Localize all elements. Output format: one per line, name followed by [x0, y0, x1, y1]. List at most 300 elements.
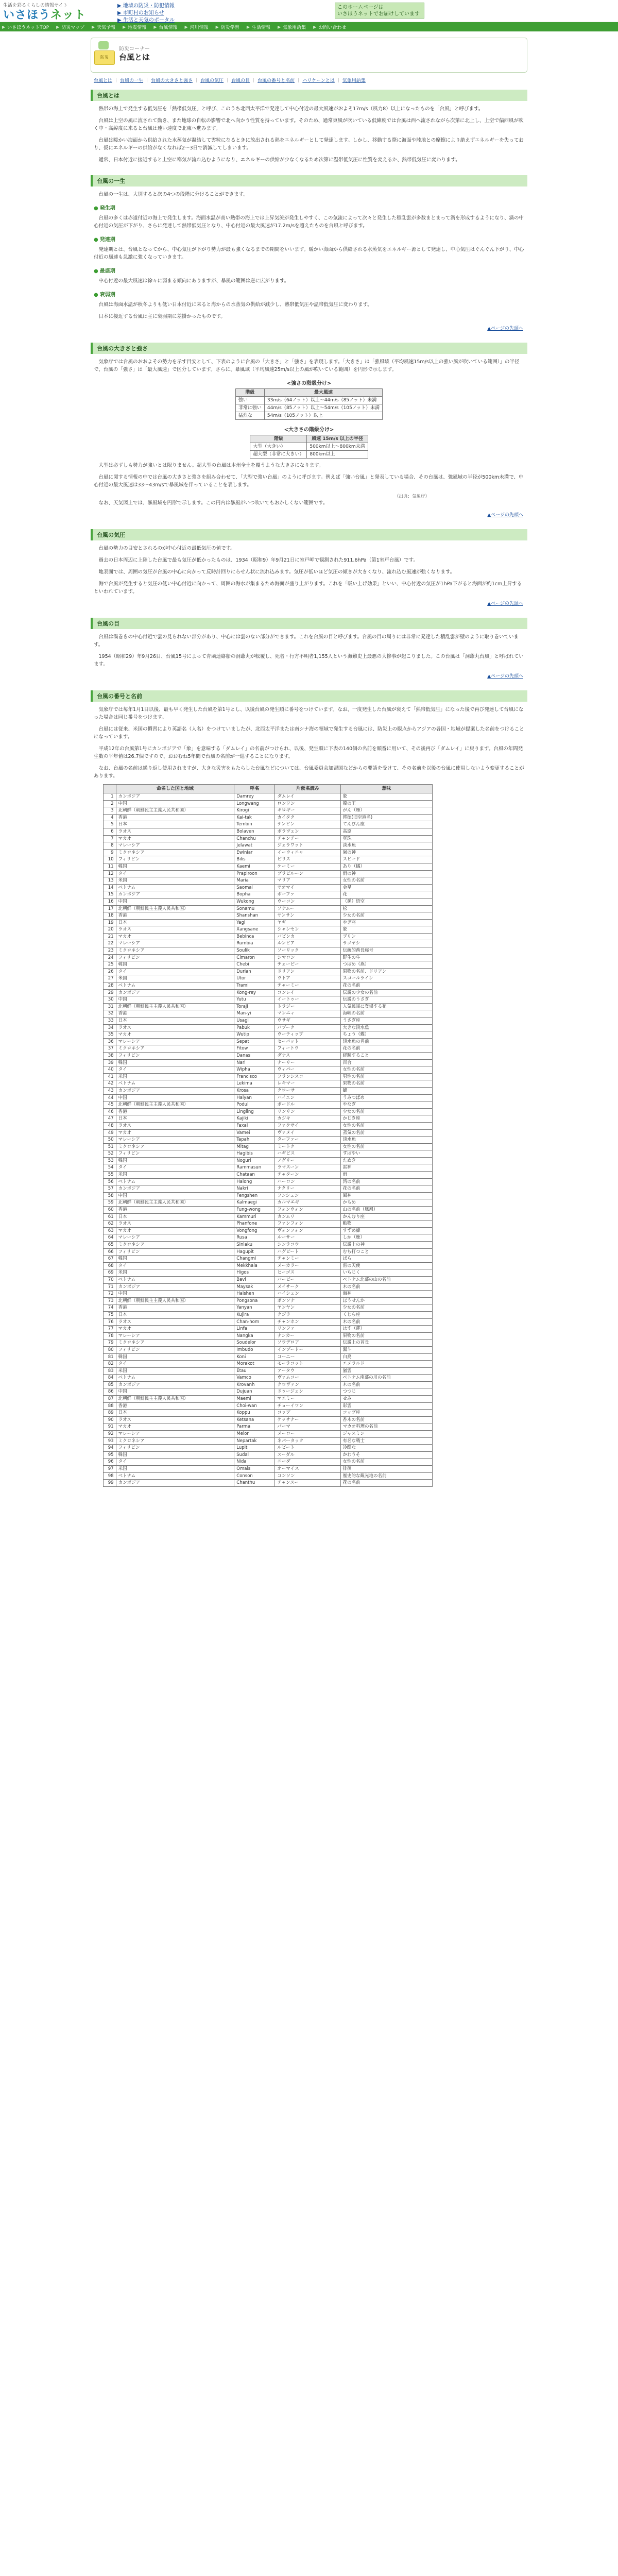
table-cell: 女性の名前 [340, 1122, 432, 1129]
table-row [104, 1227, 433, 1234]
table-cell: フィートウ [275, 1045, 340, 1053]
table-cell: 59 [104, 1199, 116, 1207]
table-cell: 花 [340, 891, 432, 899]
table-cell: コンレイ [275, 989, 340, 996]
table-cell: 淡水魚の名前 [340, 1038, 432, 1045]
table-cell: 16 [104, 898, 116, 905]
table-row [104, 1353, 433, 1361]
table-cell: 米国 [116, 1073, 234, 1080]
table-cell: 香港 [116, 1402, 234, 1410]
table-cell: Utor [234, 975, 275, 982]
table-row [104, 1143, 433, 1150]
nav-bullet-icon: ▶ [278, 24, 281, 29]
table-cell: Rammasun [234, 1164, 275, 1172]
back-to-top-link[interactable]: ▲ページの先頭へ [487, 601, 523, 606]
table-cell: 38 [104, 1052, 116, 1059]
table-cell: クジラ [275, 1311, 340, 1318]
table-cell: メーロー [275, 1431, 340, 1438]
table-cell: ミクロネシア [116, 1143, 234, 1150]
table-cell: 日本 [116, 1311, 234, 1318]
section-heading: 台風の一生 [91, 175, 527, 187]
typhoon-name-table: 命名した国と地域 呼名 片仮名読み 意味 1 カンボジア Damrey ダムレイ 象 2 中国 Longwang ロンワン 龍の王 3 北朝鮮（朝鮮民主主義人民共和国） Kirogi キロギー がん（雁） 4 香港 Kai-tak カイタク 啓徳(旧空港名) 5 日本 Tembin テンビン てんびん座 6 ラオス Bolaven ボラヴェン 高原 7 マカオ Chanchu チャンチー 真珠 8 マレーシア Jelawat ジェラワット 淡水魚 9 ミクロネシア Ewiniar イーウィニャ 嵐の神 10 フィリピン Bilis ビリス スピード 11 韓国 Kaemi ケーミー あり（蟻） 12 タイ Prapiroon プラピルーン 雨の神 13 米国 Maria マリア 女性の名前 14 ベトナム Saomai サオマイ 金星 15 カンボジア Bopha ボーファ 花 16 中国 Wukong ウーコン （孫）悟空 17 北朝鮮（朝鮮民主主義人民共和国） Sonamu ソナムー 松 18 香港 Shanshan サンサン 少女の名前 19 日本 Yagi ヤギ やぎ座 20 ラオス Xangsane シャンセン 象 21 マカオ Bebinca バビンカ プリン 22 マレーシア Rumbia ルンビア サゴヤシ 23 ミクロネシア Soulik ソーリック 伝統的酋長称号 24 フィリピン Cimaron シマロン 野生の牛 25 韓国 Chebi チェービー つばめ（燕） 26 タイ Durian ドリアン 果物の名前、ドリアン 27 米国 Utor ウトア スコールライン 28 ベトナム Trami チャーミー 花の名前 29 カンボジア Kong-rey コンレイ 伝説の少女の名前 30 中国 Yutu イートゥー 伝説のうさぎ 31 北朝鮮（朝鮮民主主義人民共和国） Toraji トラジー 人気民謡に登場する花 32 香港 Man-yi マンニィ 海峡の名前 33 日本 Usagi ウサギ うさぎ座 34 ラオス Pabuk パブーク 大きな淡水魚 35 マカオ Wutip ウーティップ ちょう（蝶） 36 マレーシア Sepat セーパット 淡水魚の名前 37 ミクロネシア Fitow フィートウ 花の名前 38 フィリピン Danas ダナス 経験すること 39 韓国 Nari ナーリー 百合 40 タイ Wipha ウィパー 女性の名前 41 米国 Francisco フランシスコ 男性の名前 42 ベトナム Lekima レキマー 果物の名前 43 カンボジア Krosa クローサ 鶴 44 中国 Haiyan ハイエン うみつばめ 45 北朝鮮（朝鮮民主主義人民共和国） Podul ポードル やなぎ 46 香港 Lingling リンリン 少女の名前 47 日本 Kajiki カジキ かじき座 48 ラオス Faxai ファクサイ 女性の名前 49 マカオ Vamei ヴァメイ 蒸気の名前 50 マレーシア Tapah ターファー 淡水魚 51 ミクロネシア Mitag ミートク 女性の名前 52 フィリピン Hagibis ハギビス すばやい 53 韓国 Noguri ノグリー たぬき 54 タイ Rammasun ラマスーン 雷神 55 米国 Chataan チャターン 雨 56 ベトナム Halong ハーロン 湾の名前 57 カンボジア Nakri ナクリー 花の名前 58 中国 Fengshen フンシェン 風神 59 北朝鮮（朝鮮民主主義人民共和国） Kalmaegi カルマエギ かもめ 60 香港 Fung-wong フォンウォン 山の名前（鳳凰） 61 日本 Kammuri カンムリ かんむり座 62 ラオス Phanfone ファンフォン 動物 63 マカオ Vongfong ヴォンフォン すずめ蜂 64 マレーシア Rusa ルーサー しか（鹿） 65 ミクロネシア Sinlaku シンラコウ 伝説上の神 66 フィリピン Hagupit ハグピート むち打つこと 67 韓国 Changmi チャンミー ばら 68 タイ Mekkhala メーカラー 雷の天使 69 米国 Higos ヒーゴス いちじく 70 ベトナム Bavi バービー ベトナム北部の山の名前 71 カンボジア Maysak メイサーク 木の名前 72 中国 Haishen ハイシェン 海神 73 北朝鮮（朝鮮民主主義人民共和国） Pongsona ポンソナ ほうせんか 74 香港 Yanyan ヤンヤン 少女の名前 75 日本 Kujira クジラ くじら座 76 ラオス Chan-hom チャンホン 木の名前 77 マカオ Linfa リンファ はす（蓮） 78 マレーシア Nangka ナンカー 果物の名前 79 ミクロネシア Soudelor ソウデロア 伝説上の首長 80 フィリピン Imbudo インブードー 漏斗 81 韓国 Koni コーニー 白鳥 82 タイ Morakot モーラコット エメラルド 83 米国 Etau アータウ 嵐雲 84 ベトナム Vamco ヴァムコー ベトナム南部の川の名前 85 カンボジア Krovanh クロヴァン 木の名前 86 中国 Dujuan ドゥージェン つつじ 87 北朝鮮（朝鮮民主主義人民共和国） Maemi マエミー せみ 88 香港 Choi-wan チョーイワン 彩雲 89 日本 Koppu コップ コップ座 90 ラオス Ketsana ケッサナー 香木の名前 91 マカオ Parma パーマ マカオ料理の名前 92 マレーシア Melor メーロー ジャスミン 93 ミクロネシア Nepartak ネパータック 有名な戦士 94 フィリピン Lupit ルピート 冷酷な 95 韓国 Sudal スーダル かわうそ 96 タイ Nida ニーダ 女性の名前 97 米国 Omais オーマイス 徘徊 98 ベトナム Conson コンソン 歴史的な観光地の名前 99 カンボジア Chanthu チャンスー 花の名前 [103, 784, 433, 1487]
table-cell: Chataan [234, 1172, 275, 1179]
table-cell: チャンスー [275, 1480, 340, 1487]
typhoon-icon [98, 41, 109, 49]
table-cell: 80 [104, 1346, 116, 1353]
table-cell: カンボジア [116, 891, 234, 899]
paragraph: 海で台風が発生すると気圧の低い中心付近に向かって、周囲の海水が集まるため海面が盛り上がります。これを「吸い上げ効果」といい、中心付近の気圧が1hPa下がると海面が約1cm上昇するといわれています。 [94, 581, 522, 595]
table-cell: 伝統的酋長称号 [340, 947, 432, 955]
table-cell: 39 [104, 1059, 116, 1066]
table-cell: 男性の名前 [340, 1073, 432, 1080]
table-cell: Chebi [234, 961, 275, 969]
table-cell: 徘徊 [340, 1466, 432, 1473]
table-row [104, 1276, 433, 1283]
table-cell: 49 [104, 1129, 116, 1137]
nav-item-top[interactable]: いさほうネットTOP [7, 25, 49, 30]
nav-item-quake[interactable]: 地震情報 [128, 25, 147, 30]
table-row [104, 891, 433, 899]
table-cell: ラオス [116, 1221, 234, 1228]
table-row [104, 877, 433, 885]
table-cell: 36 [104, 1038, 116, 1045]
table-cell: マレーシア [116, 1234, 234, 1242]
table-row [104, 961, 433, 969]
table-cell: モーラコット [275, 1361, 340, 1368]
table-cell: ターファー [275, 1137, 340, 1144]
table-cell: 67 [104, 1256, 116, 1263]
table-cell: カンボジア [116, 989, 234, 996]
bullet-icon: ● [94, 292, 98, 298]
table-cell: ラオス [116, 828, 234, 835]
paragraph: 通常、日本付近に接近すると上空に寒気が流れ込むようになり、エネルギーの供給が少なくなるため次第に温帯低気圧に性質を変えるか、熱帯低気圧に変わります。 [98, 157, 460, 163]
table-cell: Usagi [234, 1018, 275, 1025]
table-row [104, 940, 433, 947]
table-cell: 女性の名前 [340, 1066, 432, 1074]
paragraph: 台風には従来、米国の慣習により英語名（人名）をつけていましたが、北西太平洋または南シナ海の領域で発生する台風には、防災上の観点からアジアの各国・地域が提案した名前をつけることになっています。 [94, 726, 524, 740]
table-cell: 94 [104, 1445, 116, 1452]
table-row [104, 849, 433, 856]
paragraph: 1954（昭和29）年9月26日、台風15号によって青函連絡船の洞爺丸が転覆し、死者・行方不明者1,155人という海難史上最悪の大惨事が起こりました。この台風は「洞爺丸台風」と呼ばれています。 [94, 654, 524, 667]
table-cell: サオマイ [275, 884, 340, 891]
table-cell: 日本 [116, 1213, 234, 1221]
table-cell: Phanfone [234, 1221, 275, 1228]
table-cell: トラジー [275, 1003, 340, 1010]
table-cell: カンボジア [116, 793, 234, 801]
table-row [104, 1038, 433, 1045]
table-cell: パブーク [275, 1024, 340, 1031]
table-cell: 動物 [340, 1221, 432, 1228]
table-cell: Kirogi [234, 807, 275, 815]
table-cell: 97 [104, 1466, 116, 1473]
table-cell: Lingling [234, 1108, 275, 1115]
nav-item-map[interactable]: 防災マップ [61, 25, 84, 30]
table-cell: Vamco [234, 1375, 275, 1382]
table-cell: 雨 [340, 1172, 432, 1179]
table-cell: 20 [104, 926, 116, 934]
table-cell: 54 [104, 1164, 116, 1172]
table-cell: Chan-hom [234, 1318, 275, 1326]
table-cell: 海峡の名前 [340, 1010, 432, 1018]
table-cell: マカオ [116, 1326, 234, 1333]
table-row [104, 807, 433, 815]
table-cell: エメラルド [340, 1361, 432, 1368]
nav-item-river[interactable]: 河川情報 [190, 25, 209, 30]
table-cell: Sepat [234, 1038, 275, 1045]
table-cell: 北朝鮮（朝鮮民主主義人民共和国） [116, 1101, 234, 1109]
table-row [104, 1073, 433, 1080]
stage-heading: ● 衰弱期 [94, 292, 115, 298]
table-cell: レキマー [275, 1080, 340, 1088]
table-cell: タイ [116, 1164, 234, 1172]
table-cell: 北朝鮮（朝鮮民主主義人民共和国） [116, 807, 234, 815]
table-row [104, 933, 433, 940]
promo-banner[interactable]: このホームページは いさほうネットでお届けしています [335, 3, 424, 19]
table-cell: バビンカ [275, 933, 340, 940]
table-cell: 北朝鮮（朝鮮民主主義人民共和国） [116, 1199, 234, 1207]
table-cell: フィリピン [116, 954, 234, 961]
table-row [104, 1396, 433, 1403]
table-cell: チャターン [275, 1172, 340, 1179]
table-cell: マカオ [116, 933, 234, 940]
table-row [104, 1129, 433, 1137]
table-cell: くじら座 [340, 1311, 432, 1318]
table-cell: ジャスミン [340, 1431, 432, 1438]
nav-item-glossary[interactable]: 気象用語集 [283, 25, 306, 30]
table-row [104, 1045, 433, 1053]
table-cell: チャンホン [275, 1318, 340, 1326]
table-cell: 75 [104, 1311, 116, 1318]
section-heading: 台風の気圧 [91, 529, 527, 540]
table-cell: 71 [104, 1283, 116, 1291]
table-cell: Kaemi [234, 863, 275, 870]
table-cell: 花の名前 [340, 1480, 432, 1487]
table-caption: <大きさの階級分け> [284, 427, 334, 433]
table-cell: 83 [104, 1367, 116, 1375]
table-row [104, 821, 433, 828]
table-cell: 少女の名前 [340, 1304, 432, 1312]
table-cell: フィリピン [116, 1445, 234, 1452]
table-cell: 26 [104, 968, 116, 975]
table-row [104, 1207, 433, 1214]
table-cell: コーニー [275, 1353, 340, 1361]
table-cell: ヤンヤン [275, 1304, 340, 1312]
table-cell: イートゥー [275, 996, 340, 1004]
table-cell: Bilis [234, 856, 275, 863]
table-cell: 花の名前 [340, 1185, 432, 1193]
table-cell: Rusa [234, 1234, 275, 1242]
table-cell: マカオ [116, 1423, 234, 1431]
table-cell: コップ座 [340, 1410, 432, 1417]
table-cell: ケッサナー [275, 1416, 340, 1423]
table-cell: 51 [104, 1143, 116, 1150]
table-cell: Soudelor [234, 1340, 275, 1347]
table-row: 大型（大きい） 500km以上〜800km未満 [250, 443, 368, 451]
table-row [104, 1031, 433, 1039]
table-cell: Maria [234, 877, 275, 885]
table-cell: Jelawat [234, 842, 275, 850]
table-cell: 18 [104, 912, 116, 920]
table-cell: Longwang [234, 800, 275, 807]
table-cell: 湾の名前 [340, 1178, 432, 1185]
table-cell: ミクロネシア [116, 1437, 234, 1445]
table-row [104, 1059, 433, 1066]
table-row [104, 793, 433, 801]
table-row [104, 996, 433, 1004]
table-cell: すずめ蜂 [340, 1227, 432, 1234]
table-cell: 香木の名前 [340, 1416, 432, 1423]
table-cell: Lekima [234, 1080, 275, 1088]
nav-bullet-icon: ▶ [91, 24, 95, 29]
table-cell: Tembin [234, 821, 275, 828]
table-row [104, 870, 433, 877]
table-cell: 淡水魚 [340, 1137, 432, 1144]
table-cell: 3 [104, 807, 116, 815]
table-cell: Podul [234, 1101, 275, 1109]
table-cell: Sonamu [234, 905, 275, 912]
table-cell: 23 [104, 947, 116, 955]
table-cell: 韓国 [116, 1059, 234, 1066]
breadcrumb-item[interactable]: 台風の一生 [120, 78, 144, 83]
table-cell: マレーシア [116, 1137, 234, 1144]
site-logo[interactable]: いさほうネット [3, 9, 87, 22]
nav-item-forecast[interactable]: 天気予報 [97, 25, 116, 30]
table-cell: カンムリ [275, 1213, 340, 1221]
table-cell: 2 [104, 800, 116, 807]
table-cell: 87 [104, 1396, 116, 1403]
table-cell: Chanthu [234, 1480, 275, 1487]
table-cell: 7 [104, 835, 116, 842]
table-cell: Nangka [234, 1332, 275, 1340]
table-cell: バービー [275, 1276, 340, 1283]
table-row [104, 1256, 433, 1263]
table-cell: Yagi [234, 919, 275, 926]
table-cell: 北朝鮮（朝鮮民主主義人民共和国） [116, 905, 234, 912]
table-cell: Maysak [234, 1283, 275, 1291]
table-cell: 52 [104, 1150, 116, 1158]
table-cell: キロギー [275, 807, 340, 815]
table-cell: 松 [340, 905, 432, 912]
nav-item-typhoon[interactable]: 台風情報 [159, 25, 178, 30]
table-cell: 米国 [116, 975, 234, 982]
table-cell: Cimaron [234, 954, 275, 961]
table-cell: ウサギ [275, 1018, 340, 1025]
table-row [104, 1291, 433, 1298]
table-row [104, 1066, 433, 1074]
table-cell: Danas [234, 1052, 275, 1059]
table-cell: 少女の名前 [340, 912, 432, 920]
table-cell: ラマスーン [275, 1164, 340, 1172]
table-cell: ベトナム [116, 1375, 234, 1382]
table-cell: ボラヴェン [275, 828, 340, 835]
paragraph: 台風は上空の風に流されて動き、また地球の自転の影響で北へ向かう性質を持っています。そのため、通常東風が吹いている低緯度では台風は西へ流されながら次第に北上し、上空で偏西風が吹く中・高緯度に来ると台風は速い速度で北東へ進みます。 [94, 118, 524, 131]
table-row [104, 1094, 433, 1101]
stage-heading: ● 最盛期 [94, 268, 115, 274]
header-link-2[interactable]: ▶ 市町村のお知らせ [117, 10, 164, 16]
nav-item-contact[interactable]: お問い合わせ [318, 25, 347, 30]
table-cell: 25 [104, 961, 116, 969]
section-pressure [91, 529, 527, 606]
breadcrumb-item[interactable]: 台風の目 [231, 78, 250, 83]
table-cell: 15 [104, 891, 116, 899]
table-cell: 10 [104, 856, 116, 863]
strength-table: 階級 最大風速 強い 33m/s（64ノット）以上〜44m/s（85ノット）未満 非常に強い 44m/s（85ノット）以上〜54m/s（105ノット）未満 猛烈な 54m/s（105ノット）以上 [235, 388, 383, 420]
table-cell: カンボジア [116, 1087, 234, 1094]
table-row [104, 1451, 433, 1459]
table-row [104, 1172, 433, 1179]
breadcrumb-item[interactable]: 台風とは [94, 78, 113, 83]
table-cell: プリン [340, 933, 432, 940]
table-cell: 88 [104, 1402, 116, 1410]
table-cell: 米国 [116, 1269, 234, 1277]
header-link-3[interactable]: ▶ 生活と天気のポータル [117, 18, 175, 23]
table-row [104, 1311, 433, 1318]
table-cell: Koni [234, 1353, 275, 1361]
section-numbers-names [91, 690, 527, 1487]
table-cell: プラピルーン [275, 870, 340, 877]
table-cell: ベトナム [116, 884, 234, 891]
table-cell: （孫）悟空 [340, 898, 432, 905]
table-cell: 伝説のうさぎ [340, 996, 432, 1004]
paragraph: なお、台風の名前は繰り返し使用されますが、大きな災害をもたらした台風などについては、台風委員会加盟国などからの要請を受けて、その名前を以後の台風に使用しないよう変更することがあります。 [94, 766, 524, 779]
table-cell: いちじく [340, 1269, 432, 1277]
bullet-icon: ● [94, 206, 98, 211]
table-cell: タイ [116, 1262, 234, 1269]
back-to-top-link[interactable]: ▲ページの先頭へ [487, 674, 523, 679]
table-cell: マカオ [116, 1031, 234, 1039]
table-cell: 韓国 [116, 1157, 234, 1164]
table-cell: Etau [234, 1367, 275, 1375]
table-cell: ノグリー [275, 1157, 340, 1164]
table-cell: 4 [104, 814, 116, 821]
table-cell: マレーシア [116, 1332, 234, 1340]
table-row [104, 898, 433, 905]
table-cell: Hagibis [234, 1150, 275, 1158]
table-cell: Wutip [234, 1031, 275, 1039]
table-cell: しか（鹿） [340, 1234, 432, 1242]
table-row [104, 947, 433, 955]
table-cell: スコールライン [340, 975, 432, 982]
table-cell: 韓国 [116, 1353, 234, 1361]
paragraph: 発達期とは、台風となってから、中心気圧が下がり勢力が最も強くなるまでの期間をいいます。暖かい海面から供給される水蒸気をエネルギー源として発達し、中心気圧はぐんぐん下がり、中心付近の風速も急激に強くなっていきます。 [94, 247, 524, 260]
table-cell: リンリン [275, 1108, 340, 1115]
table-cell: 12 [104, 870, 116, 877]
table-cell: Lupit [234, 1445, 275, 1452]
breadcrumb-item[interactable]: ハリケーンとは [302, 78, 335, 83]
table-cell: ファンフォン [275, 1221, 340, 1228]
back-to-top-link[interactable]: ▲ページの先頭へ [487, 513, 523, 518]
nav-item-learning[interactable]: 防災学習 [220, 25, 239, 30]
table-cell: 嵐の神 [340, 849, 432, 856]
page-category: 防災コーナー [119, 46, 150, 52]
table-cell: 有名な戦士 [340, 1437, 432, 1445]
table-cell: つつじ [340, 1388, 432, 1396]
table-row [104, 1018, 433, 1025]
table-cell: 78 [104, 1332, 116, 1340]
table-row [104, 1185, 433, 1193]
table-cell: 米国 [116, 877, 234, 885]
table-cell: 韓国 [116, 1256, 234, 1263]
section-size-strength [91, 343, 527, 518]
table-row [104, 1480, 433, 1487]
table-row [104, 800, 433, 807]
table-cell: ポンソナ [275, 1297, 340, 1304]
table-cell: ラオス [116, 926, 234, 934]
table-row [104, 1472, 433, 1480]
table-row [104, 1108, 433, 1115]
table-cell: 60 [104, 1207, 116, 1214]
table-cell: ルピート [275, 1445, 340, 1452]
table-cell: フィリピン [116, 1248, 234, 1256]
table-cell: Omais [234, 1466, 275, 1473]
table-cell: 61 [104, 1213, 116, 1221]
table-cell: 93 [104, 1437, 116, 1445]
breadcrumb-item[interactable]: 台風の大きさと強さ [151, 78, 193, 83]
table-cell: ミクロネシア [116, 849, 234, 856]
table-cell: ボーファ [275, 891, 340, 899]
breadcrumb-item[interactable]: 台風の番号と名前 [258, 78, 295, 83]
table-cell: チャンチー [275, 835, 340, 842]
table-cell: ハギビス [275, 1150, 340, 1158]
paragraph: 地表面では、周囲の気圧が台風の中心に向かって反時計回りにらせん状に流れ込みます。気圧が低いほど気圧の傾きが大きくなり、流れ込む風速が強くなります。 [98, 569, 455, 575]
table-cell: 香港 [116, 1010, 234, 1018]
table-cell: Vamei [234, 1129, 275, 1137]
table-cell: フィリピン [116, 1346, 234, 1353]
table-cell: 雷神 [340, 1164, 432, 1172]
breadcrumb: 台風とは ｜ 台風の一生 ｜ 台風の大きさと強さ ｜ 台風の気圧 ｜ 台風の目 ｜ 台風の番号と名前 ｜ ハリケーンとは ｜ 気象用語集 [91, 77, 527, 83]
header-link-1[interactable]: ▶ 地域の防災・防犯情報 [117, 3, 175, 9]
table-cell: カンボジア [116, 1283, 234, 1291]
table-cell: 嵐雲 [340, 1367, 432, 1375]
breadcrumb-item[interactable]: 気象用語集 [342, 78, 366, 83]
table-cell: カルマエギ [275, 1199, 340, 1207]
table-cell: Yutu [234, 996, 275, 1004]
table-cell: 98 [104, 1472, 116, 1480]
table-cell: 香港 [116, 814, 234, 821]
table-cell: 韓国 [116, 961, 234, 969]
table-row [104, 1269, 433, 1277]
table-row [104, 1010, 433, 1018]
nav-bullet-icon: ▶ [246, 24, 250, 29]
table-row [104, 1381, 433, 1388]
table-cell: テンビン [275, 821, 340, 828]
table-cell: ヒーゴス [275, 1269, 340, 1277]
table-cell: 日本 [116, 1410, 234, 1417]
table-cell: Bebinca [234, 933, 275, 940]
table-row [104, 919, 433, 926]
table-cell: 米国 [116, 1466, 234, 1473]
table-row [104, 1367, 433, 1375]
table-cell: 鶴 [340, 1087, 432, 1094]
table-cell: Prapiroon [234, 870, 275, 877]
table-row [104, 1466, 433, 1473]
breadcrumb-item[interactable]: 台風の気圧 [200, 78, 224, 83]
table-cell: メーカラー [275, 1262, 340, 1269]
table-cell: 62 [104, 1221, 116, 1228]
table-cell: 中国 [116, 1094, 234, 1101]
table-cell: Tapah [234, 1137, 275, 1144]
table-cell: ミクロネシア [116, 1340, 234, 1347]
table-cell: 象 [340, 926, 432, 934]
nav-item-life[interactable]: 生活情報 [251, 25, 270, 30]
table-cell: チョーイワン [275, 1402, 340, 1410]
table-row [104, 1192, 433, 1199]
table-cell: ダナス [275, 1052, 340, 1059]
back-to-top-link[interactable]: ▲ページの先頭へ [487, 326, 523, 331]
table-cell: 79 [104, 1340, 116, 1347]
table-cell: 73 [104, 1297, 116, 1304]
table-cell: 中国 [116, 898, 234, 905]
